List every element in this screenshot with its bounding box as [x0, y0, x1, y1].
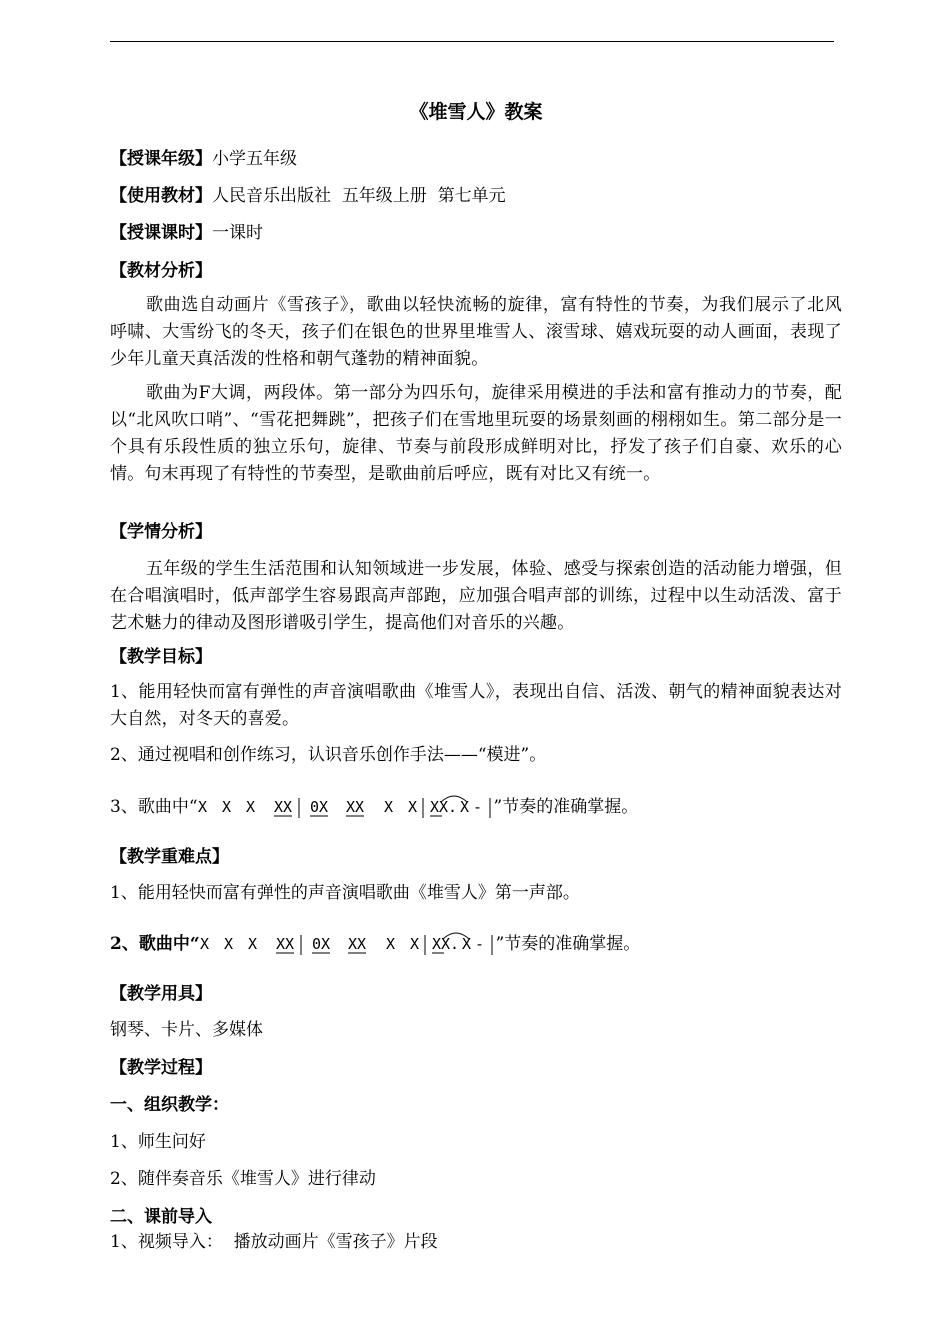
material-heading: 【教材分析】 [110, 261, 212, 281]
goal-1: 1、能用轻快而富有弹性的声音演唱歌曲《堆雪人》，表现出自信、活泼、朝气的精神面貌表达对大自然，对冬天的喜爱。 [110, 682, 842, 729]
student-paragraph: 五年级的学生生活范围和认知领域进一步发展，体验、感受与探索创造的活动能力增强，但在合唱演唱时，低声部学生容易跟高声部跑，应加强合唱声部的训练，过程中以生动活泼、富于艺术魅力的律动及图形谱吸引学生，提高他们对音乐的兴趣。 [110, 559, 842, 633]
rhythm-note: X [221, 798, 231, 816]
key-heading: 【教学重难点】 [110, 847, 229, 867]
rhythm-note: XX. [431, 935, 459, 953]
rhythm-note: X [245, 798, 255, 816]
info-textbook [110, 185, 506, 207]
rhythm-note: X [461, 935, 471, 953]
header-rule [110, 41, 834, 42]
goal-2: 2、通过视唱和创作练习，认识音乐创作手法——“模进”。 [110, 745, 547, 765]
step-1-heading: 一、组织教学： [110, 1095, 229, 1115]
rhythm-note: X [409, 935, 419, 953]
process-heading: 【教学过程】 [110, 1058, 212, 1078]
info-grade-label: 【授课年级】 [110, 149, 212, 169]
rhythm-note: X [247, 935, 257, 953]
rhythm-note: X [383, 798, 393, 816]
key-2-suffix: ”节奏的准确掌握。 [495, 934, 641, 954]
key-1: 1、能用轻快而富有弹性的声音演唱歌曲《堆雪人》第一声部。 [110, 883, 580, 903]
rhythm-note: XX. [429, 798, 457, 816]
rhythm-note: - [474, 935, 484, 953]
rhythm-note: X [459, 798, 469, 816]
step-1-item-1: 1、师生问好 [110, 1132, 206, 1152]
info-textbook-value: 人民音乐出版社 五年级上册 第七单元 [212, 186, 506, 206]
rhythm-note: XX [347, 935, 366, 953]
rhythm-note: XX [345, 798, 364, 816]
key-2 [110, 933, 768, 955]
step-2-heading: 二、课前导入 [110, 1207, 212, 1227]
info-textbook-label: 【使用教材】 [110, 186, 212, 206]
step-1-item-2: 2、随伴奏音乐《堆雪人》进行律动 [110, 1169, 376, 1189]
goal-3-suffix: ”节奏的准确掌握。 [493, 797, 639, 817]
goals-heading: 【教学目标】 [110, 647, 212, 667]
rhythm-note: X [385, 935, 395, 953]
info-grade [110, 148, 297, 170]
tools-heading: 【教学用具】 [110, 984, 212, 1004]
rhythm-note: X [197, 798, 207, 816]
key-2-prefix: 2、歌曲中“ [110, 934, 200, 954]
material-paragraph-2: 歌曲为F大调，两段体。第一部分为四乐句，旋律采用模进的手法和富有推动力的节奏，配以“北风吹口哨”、“雪花把舞跳”，把孩子们在雪地里玩耍的场景刻画的栩栩如生。第二部分是一个具有乐段性质的独立乐句，旋律、节奏与前段形成鲜明对比，抒发了孩子们自豪、欢乐的心情。句末再现了有特性的节奏型，是歌曲前后呼应，既有对比又有统一。 [110, 383, 842, 484]
document-title: 《堆雪人》教案 [409, 101, 543, 123]
info-hours-value: 一课时 [212, 223, 263, 243]
tools-list: 钢琴、卡片、多媒体 [110, 1020, 263, 1040]
goal-3 [110, 796, 766, 818]
rhythm-note: XX [275, 935, 294, 953]
step-2-item-1: 1、视频导入： 播放动画片《雪孩子》片段 [110, 1232, 438, 1252]
info-hours-label: 【授课课时】 [110, 223, 212, 243]
rhythm-note: XX [273, 798, 292, 816]
rhythm-note: 0X [311, 935, 330, 953]
info-hours [110, 222, 263, 244]
goal-3-prefix: 3、歌曲中“ [110, 797, 198, 817]
rhythm-note: - [472, 798, 482, 816]
student-heading: 【学情分析】 [110, 522, 212, 542]
material-paragraph-1: 歌曲选自动画片《雪孩子》，歌曲以轻快流畅的旋律，富有特性的节奏，为我们展示了北风呼啸、大雪纷飞的冬天，孩子们在银色的世界里堆雪人、滚雪球、嬉戏玩耍的动人画面，表现了少年儿童天真活泼的性格和朝气蓬勃的精神面貌。 [110, 295, 842, 369]
info-grade-value: 小学五年级 [212, 149, 297, 169]
rhythm-note: X [223, 935, 233, 953]
rhythm-note: X [199, 935, 209, 953]
rhythm-note: 0X [309, 798, 328, 816]
rhythm-note: X [407, 798, 417, 816]
